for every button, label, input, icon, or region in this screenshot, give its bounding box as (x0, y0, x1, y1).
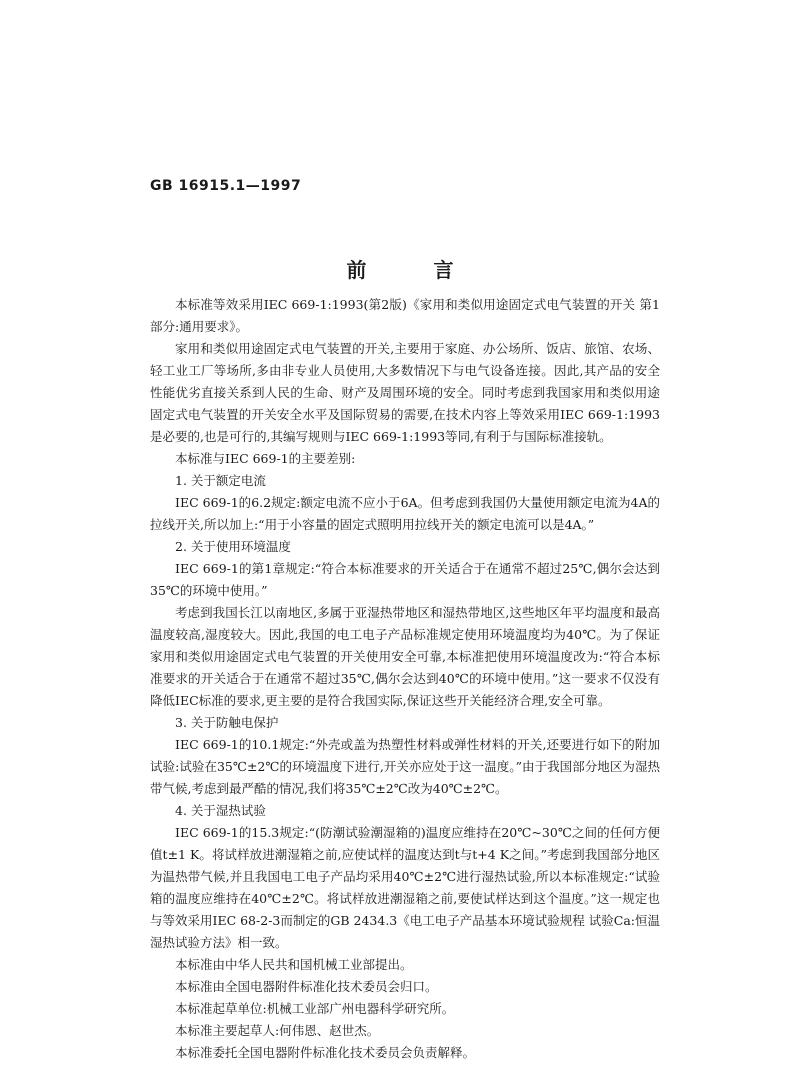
paragraph: 本标准由全国电器附件标准化技术委员会归口。 (175, 979, 438, 994)
paragraph: IEC 669-1的第1章规定:“符合本标准要求的开关适合于在通常不超过25℃,偶尔会达到35℃的环境中使用。” (150, 561, 660, 598)
paragraph: 本标准等效采用IEC 669-1:1993(第2版)《家用和类似用途固定式电气装置的开关 第1部分:通用要求》。 (150, 297, 660, 334)
paragraph: 本标准由中华人民共和国机械工业部提出。 (175, 957, 413, 972)
section-heading: 4. 关于湿热试验 (175, 803, 266, 818)
paragraph: IEC 669-1的10.1规定:“外壳或盖为热塑性材料或弹性材料的开关,还要进行如下的附加试验:试验在35℃±2℃的环境温度下进行,开关亦应处于这一温度。”由于我国部分地区为湿热带气候,考虑到最严酷的情况,我们将35℃±2℃改为40℃±2℃。 (150, 737, 660, 796)
standard-number: GB 16915.1—1997 (150, 178, 302, 194)
foreword-body (150, 294, 660, 1064)
section-heading: 2. 关于使用环境温度 (175, 539, 291, 554)
paragraph: IEC 669-1的15.3规定:“(防潮试验潮湿箱的)温度应维持在20℃~30℃之间的任何方便值t±1 K。将试样放进潮湿箱之前,应使试样的温度达到t与t+4 K之间。”考虑到我国部分地区为温热带气候,并且我国电工电子产品均采用40℃±2℃进行湿热试验,所以本标准规定:“试验箱的温度应维持在40℃±2℃。将试样放进潮湿箱之前,要使试样达到这个温度。”这一规定也与等效采用IEC 68-2-3而制定的GB 2434.3《电工电子产品基本环境试验规程 试验Ca:恒温湿热试验方法》相一致。 (150, 825, 660, 950)
paragraph: 本标准委托全国电器附件标准化技术委员会负责解释。 (175, 1045, 476, 1060)
section-heading: 3. 关于防触电保护 (175, 715, 279, 730)
page-title: 前 言 (346, 258, 484, 282)
section-heading: 1. 关于额定电流 (175, 473, 266, 488)
paragraph: IEC 669-1的6.2规定:额定电流不应小于6A。但考虑到我国仍大量使用额定电流为4A的拉线开关,所以加上:“用于小容量的固定式照明用拉线开关的额定电流可以是4A。” (150, 495, 660, 532)
paragraph: 考虑到我国长江以南地区,多属于亚湿热带地区和湿热带地区,这些地区年平均温度和最高温度较高,湿度较大。因此,我国的电工电子产品标准规定使用环境温度均为40℃。为了保证家用和类似用途固定式电气装置的开关使用安全可靠,本标准把使用环境温度改为:“符合本标准要求的开关适合于在通常不超过35℃,偶尔会达到40℃的环境中使用。”这一要求不仅没有降低IEC标准的要求,更主要的是符合我国实际,保证这些开关能经济合理,安全可靠。 (150, 605, 660, 708)
paragraph: 家用和类似用途固定式电气装置的开关,主要用于家庭、办公场所、饭店、旅馆、农场、轻工业工厂等场所,多由非专业人员使用,大多数情况下与电气设备连接。因此,其产品的安全性能优劣直接关系到人民的生命、财产及周围环境的安全。同时考虑到我国家用和类似用途固定式电气装置的开关安全水平及国际贸易的需要,在技术内容上等效采用IEC 669-1:1993是必要的,也是可行的,其编写规则与IEC 669-1:1993等同,有利于与国际标准接轨。 (150, 341, 660, 444)
paragraph: 本标准起草单位:机械工业部广州电器科学研究所。 (175, 1001, 455, 1016)
paragraph: 本标准主要起草人:何伟恩、赵世杰。 (175, 1023, 380, 1038)
paragraph: 本标准与IEC 669-1的主要差别: (175, 451, 356, 466)
